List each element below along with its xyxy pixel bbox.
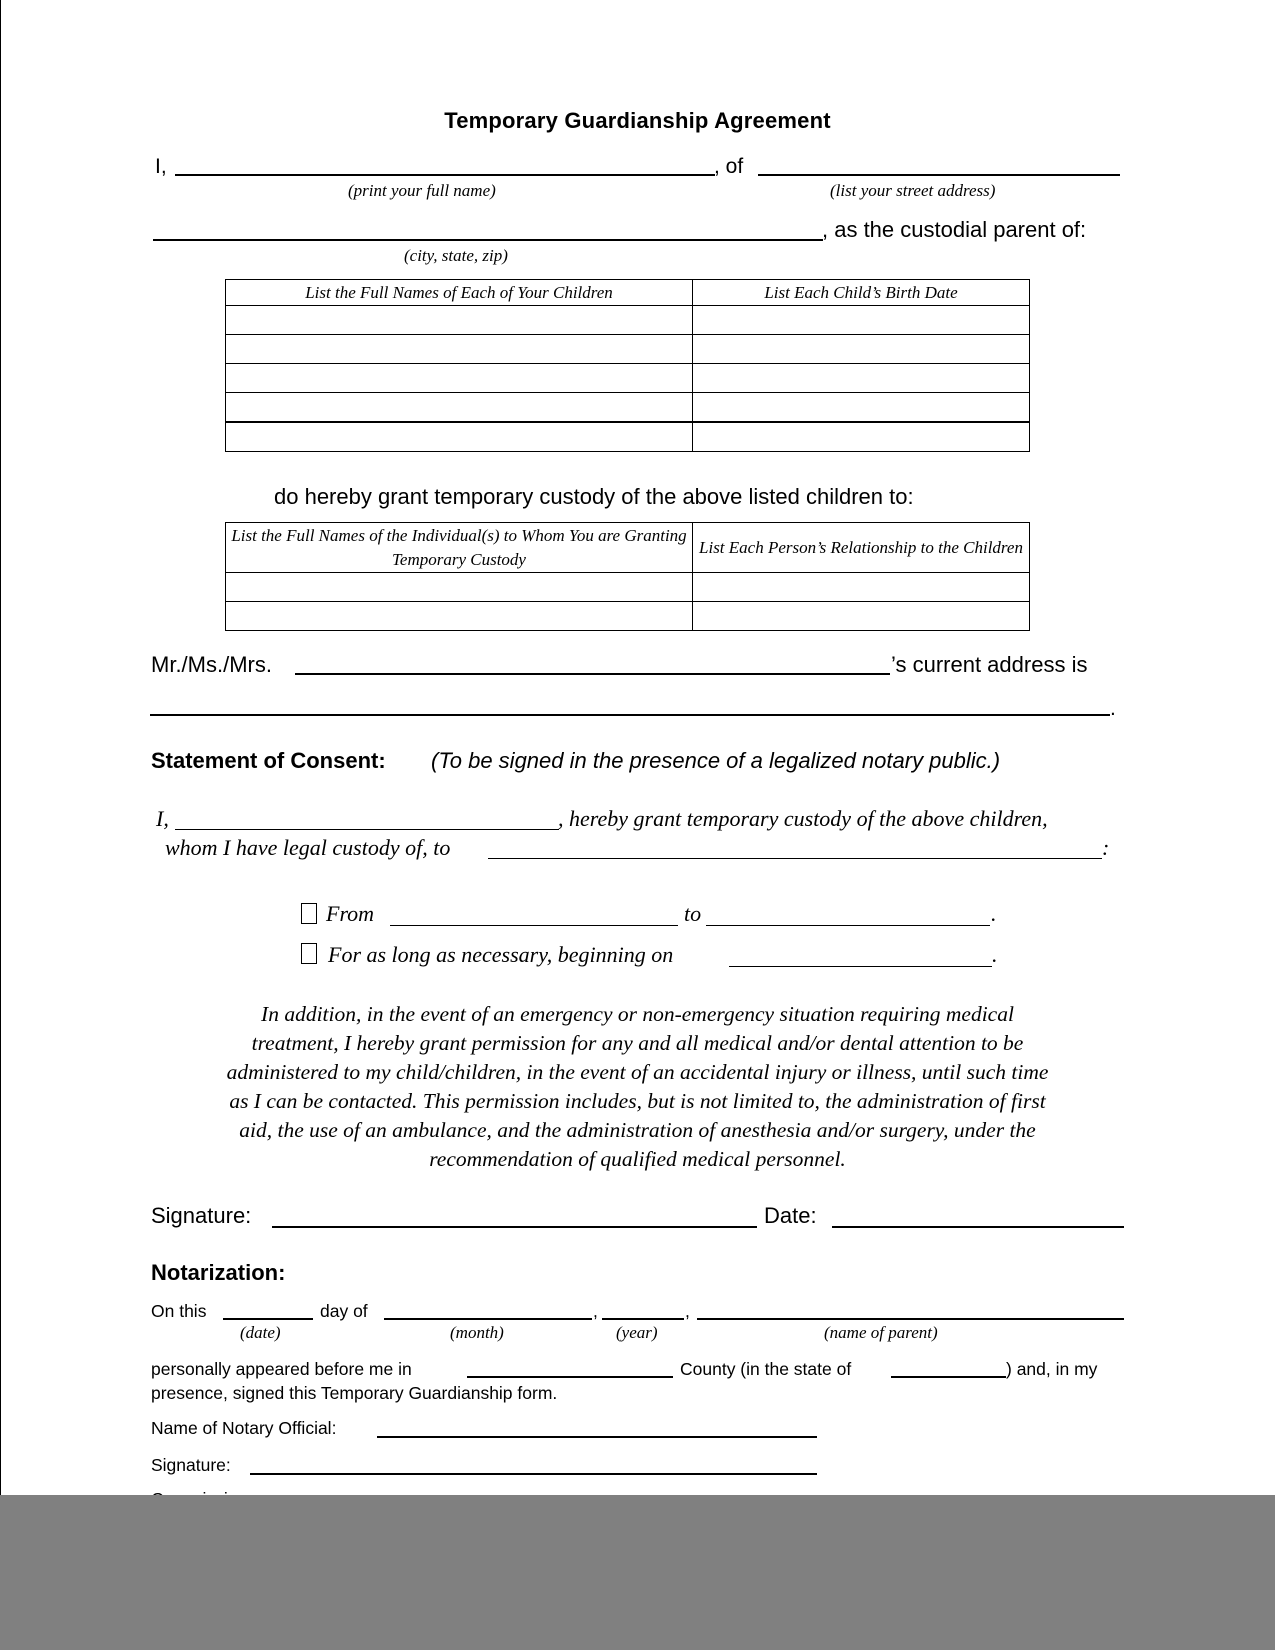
notary-county-field[interactable] xyxy=(467,1376,673,1378)
parent-signature-field[interactable] xyxy=(272,1226,757,1228)
custodial-parent-label: , as the custodial parent of: xyxy=(822,217,1087,242)
from-to-checkbox[interactable] xyxy=(301,903,317,924)
caption-parent-name: (name of parent) xyxy=(824,1323,938,1342)
table-row xyxy=(226,364,1030,393)
paragraph-line: treatment, I hereby grant permission for any and all medical and/or dental attention to be xyxy=(251,1031,1024,1055)
notary-signature-field[interactable] xyxy=(250,1473,817,1475)
city-state-zip-field[interactable] xyxy=(153,239,823,241)
header-child-birth-date: List Each Child’s Birth Date xyxy=(693,280,1030,306)
header-child-names: List the Full Names of Each of Your Children xyxy=(226,280,693,306)
custodian-relationship-cell[interactable] xyxy=(693,573,1030,602)
paragraph-line: In addition, in the event of an emergency or non-emergency situation requiring medical xyxy=(261,1002,1014,1026)
page-left-border xyxy=(0,0,1,1650)
day-of-label: day of xyxy=(320,1301,368,1321)
custodian-name-field[interactable] xyxy=(295,673,890,675)
paragraph-line: aid, the use of an ambulance, and the administration of anesthesia and/or surgery, under the xyxy=(239,1118,1036,1142)
notary-name-field[interactable] xyxy=(377,1436,817,1438)
custodian-table-header xyxy=(226,523,1030,573)
children-table xyxy=(225,279,1030,452)
long-term-label: For as long as necessary, beginning on xyxy=(328,942,674,967)
caption-month: (month) xyxy=(450,1323,504,1342)
notary-signature-label: Signature: xyxy=(151,1455,231,1475)
gray-overlay-region xyxy=(0,1495,1275,1650)
notary-date-field[interactable] xyxy=(223,1318,313,1320)
table-row xyxy=(226,393,1030,423)
child-birthdate-cell[interactable] xyxy=(693,335,1030,364)
signature-label: Signature: xyxy=(151,1203,252,1228)
child-birthdate-cell[interactable] xyxy=(693,422,1030,452)
from-label: From xyxy=(326,901,375,926)
caption-year: (year) xyxy=(616,1323,658,1342)
consent-grantor-name-field[interactable] xyxy=(175,829,559,830)
child-birthdate-cell[interactable] xyxy=(693,393,1030,423)
custodian-table xyxy=(225,522,1030,631)
child-name-cell[interactable] xyxy=(226,306,693,335)
notary-name-label: Name of Notary Official: xyxy=(151,1418,337,1438)
paragraph-line: administered to my child/children, in the event of an accidental injury or illness, until such time xyxy=(226,1060,1049,1084)
table-row xyxy=(226,422,1030,452)
intro-of-label: , of xyxy=(714,155,744,178)
caption-full-name: (print your full name) xyxy=(348,181,496,200)
child-name-cell[interactable] xyxy=(226,393,693,423)
custodian-relationship-cell[interactable] xyxy=(693,602,1030,631)
table-row xyxy=(226,335,1030,364)
paragraph-line: recommendation of qualified medical personnel. xyxy=(429,1147,846,1171)
consent-line2-colon: : xyxy=(1102,835,1110,860)
notary-month-field[interactable] xyxy=(384,1318,592,1320)
child-birthdate-cell[interactable] xyxy=(693,306,1030,335)
caption-date: (date) xyxy=(240,1323,281,1342)
notary-year-field[interactable] xyxy=(602,1318,684,1320)
signature-date-field[interactable] xyxy=(832,1226,1124,1228)
long-term-end-period: . xyxy=(992,942,998,967)
table-row xyxy=(226,306,1030,335)
long-term-start-date-field[interactable] xyxy=(729,966,992,967)
appeared-line2: presence, signed this Temporary Guardianship form. xyxy=(151,1383,558,1403)
notary-state-field[interactable] xyxy=(891,1376,1006,1378)
child-name-cell[interactable] xyxy=(226,422,693,452)
child-name-cell[interactable] xyxy=(226,335,693,364)
consent-line1-text: , hereby grant temporary custody of the above children, xyxy=(558,806,1048,831)
from-date-field[interactable] xyxy=(390,925,678,926)
notary-parent-name-field[interactable] xyxy=(697,1318,1124,1320)
grant-statement: do hereby grant temporary custody of the above listed children to: xyxy=(274,484,914,509)
notarization-heading: Notarization: xyxy=(151,1260,286,1285)
on-this-label: On this xyxy=(151,1301,207,1321)
long-term-checkbox[interactable] xyxy=(301,943,317,964)
consent-heading: Statement of Consent: xyxy=(151,748,386,773)
medical-permission-paragraph xyxy=(150,1000,1125,1174)
comma-separator: , xyxy=(685,1301,690,1321)
current-address-label: ’s current address is xyxy=(891,652,1088,677)
children-table-header xyxy=(226,280,1030,306)
header-custodian-relationship: List Each Person’s Relationship to the Children xyxy=(693,523,1030,573)
header-custodian-names: List the Full Names of the Individual(s) to Whom You are Granting Temporary Custody xyxy=(226,523,693,573)
consent-note: (To be signed in the presence of a legalized notary public.) xyxy=(431,748,1001,773)
to-date-field[interactable] xyxy=(706,925,990,926)
to-label: to xyxy=(684,901,702,926)
child-birthdate-cell[interactable] xyxy=(693,364,1030,393)
caption-street-address: (list your street address) xyxy=(830,181,996,200)
county-label: County (in the state of xyxy=(680,1359,852,1379)
child-name-cell[interactable] xyxy=(226,364,693,393)
address-end-period: . xyxy=(1110,697,1116,720)
table-row xyxy=(226,602,1030,631)
document-title: Temporary Guardianship Agreement xyxy=(444,108,831,133)
full-name-field[interactable] xyxy=(175,174,715,176)
consent-line2-text: whom I have legal custody of, to xyxy=(165,835,451,860)
appeared-label: personally appeared before me in xyxy=(151,1359,412,1379)
custodian-name-cell[interactable] xyxy=(226,573,693,602)
table-row xyxy=(226,573,1030,602)
consent-i-label: I, xyxy=(156,806,169,831)
custodian-name-cell[interactable] xyxy=(226,602,693,631)
caption-city-state-zip: (city, state, zip) xyxy=(404,246,508,265)
salutation-label: Mr./Ms./Mrs. xyxy=(151,652,272,677)
street-address-field[interactable] xyxy=(758,174,1120,176)
custodian-address-field[interactable] xyxy=(150,714,1110,716)
and-in-my-label: ) and, in my xyxy=(1006,1359,1098,1379)
consent-grantee-name-field[interactable] xyxy=(488,858,1102,859)
comma-separator: , xyxy=(593,1301,598,1321)
intro-i-label: I, xyxy=(155,155,167,178)
paragraph-line: as I can be contacted. This permission includes, but is not limited to, the administration of first xyxy=(229,1089,1046,1113)
from-to-end-period: . xyxy=(991,901,997,926)
date-label: Date: xyxy=(764,1203,817,1228)
